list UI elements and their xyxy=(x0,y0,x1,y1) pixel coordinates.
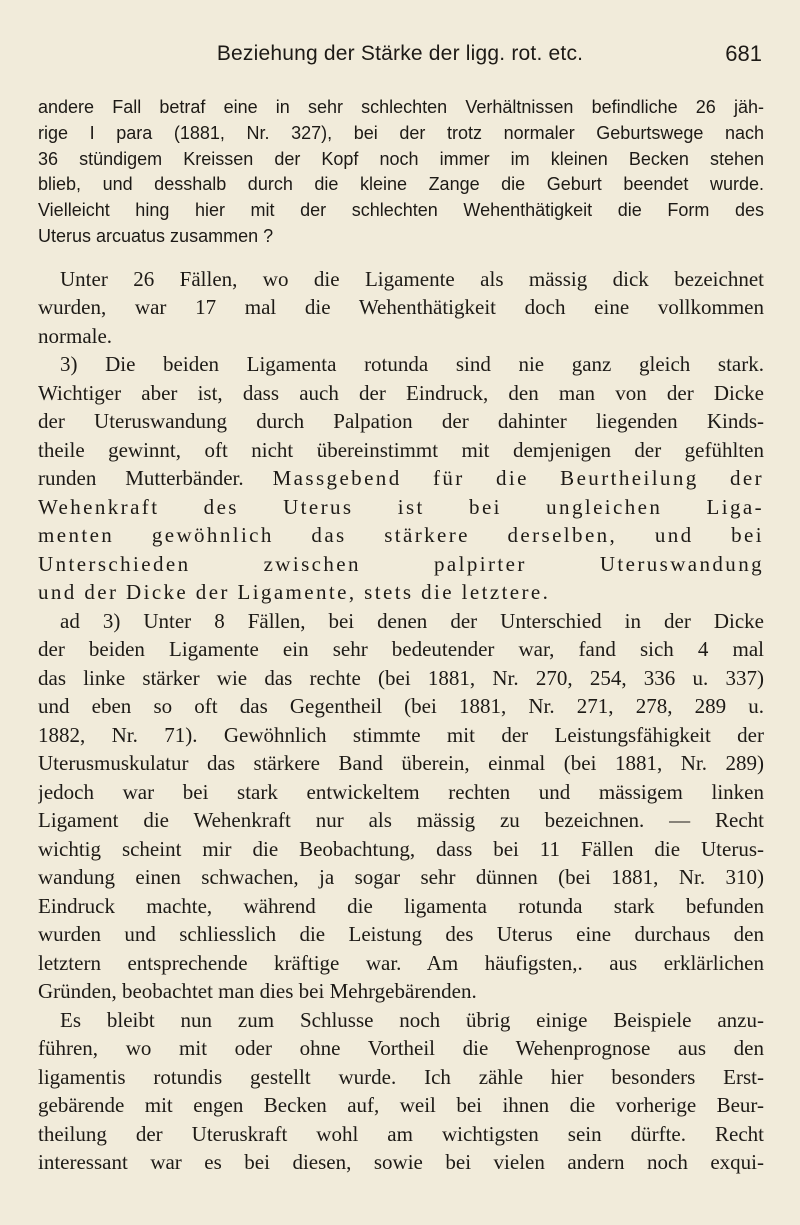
text-line: rige I para (1881, Nr. 327), bei der trotz normaler Geburtswege nach xyxy=(38,122,764,143)
paragraph-ligament-count xyxy=(38,265,764,351)
text-line: führen, wo mit oder ohne Vortheil die Wehenprognose aus den xyxy=(38,1036,764,1061)
text-line: ad 3) Unter 8 Fällen, bei denen der Unterschied in der Dicke xyxy=(60,608,764,633)
text-line: andere Fall betraf eine in sehr schlechten Verhältnissen befindliche 26 jäh- xyxy=(38,97,764,117)
text-line: theilung der Uteruskraft wohl am wichtigsten sein dürfte. Recht xyxy=(38,1121,764,1146)
text-line: wandung einen schwachen, ja sogar sehr dünnen (bei 1881, Nr. 310) xyxy=(38,865,764,890)
text-line-mixed xyxy=(38,464,764,493)
text-line: der beiden Ligamente ein sehr bedeutender war, fand sich 4 mal xyxy=(38,637,764,662)
text-line: Unter 26 Fällen, wo die Ligamente als mässig dick bezeichnet xyxy=(60,266,764,291)
paragraph-examples xyxy=(38,1006,764,1177)
text-line: der Uteruswandung durch Palpation der dahinter liegenden Kinds- xyxy=(38,409,764,434)
text-line: gebärende mit engen Becken auf, weil bei ihnen die vorherige Beur- xyxy=(38,1093,764,1118)
text-line: Es bleibt nun zum Schlusse noch übrig einige Beispiele anzu- xyxy=(60,1007,764,1032)
text-line: jedoch war bei stark entwickeltem rechten und mässigem linken xyxy=(38,779,764,804)
text-segment: runden Mutterbänder. xyxy=(38,466,244,491)
text-line: interessant war es bei diesen, sowie bei vielen andern noch exqui- xyxy=(38,1150,764,1175)
text-line: 36 stündigem Kreissen der Kopf noch immer im kleinen Becken stehen xyxy=(38,148,764,169)
text-line: letztern entsprechende kräftige war. Am häufigsten,. aus erklärlichen xyxy=(38,950,764,975)
emphasized-text: Massgebend für die Beurtheilung der xyxy=(272,466,764,491)
text-line: Ligament die Wehenkraft nur als mässig zu bezeichnen. — Recht xyxy=(38,808,764,833)
paragraph-small-print xyxy=(38,95,764,250)
text-line: Wichtiger aber ist, dass auch der Eindruck, den man von der Dicke xyxy=(38,380,764,405)
text-line: wurden, war 17 mal die Wehenthätigkeit doch eine vollkommen xyxy=(38,295,764,320)
emphasized-line: Unterschieden zwischen palpirter Uteruswandung xyxy=(38,551,764,576)
text-line: wichtig scheint mir die Beobachtung, dass bei 11 Fällen die Uterus- xyxy=(38,836,764,861)
text-line: Uterus arcuatus zusammen ? xyxy=(38,225,274,246)
text-line: wurden und schliesslich die Leistung des Uterus eine durchaus den xyxy=(38,922,764,947)
text-line: Eindruck machte, während die ligamenta rotunda stark befunden xyxy=(38,893,764,918)
running-title: Beziehung der Stärke der ligg. rot. etc. xyxy=(216,42,584,65)
text-line: Vielleicht hing hier mit der schlechten Wehenthätigkeit die Form des xyxy=(38,200,764,221)
text-line: theile gewinnt, oft nicht übereinstimmt mit demjenigen der gefühlten xyxy=(38,437,764,462)
paragraph-point-3 xyxy=(38,350,764,607)
text-line: und eben so oft das Gegentheil (bei 1881, Nr. 271, 278, 289 u. xyxy=(38,694,764,719)
emphasized-line: Wehenkraft des Uterus ist bei ungleichen Liga- xyxy=(38,494,764,519)
text-line: 1882, Nr. 71). Gewöhnlich stimmte mit der Leistungsfähigkeit der xyxy=(38,722,764,747)
text-line: Uterusmuskulatur das stärkere Band überein, einmal (bei 1881, Nr. 289) xyxy=(38,751,764,776)
emphasized-line: und der Dicke der Ligamente, stets die letztere. xyxy=(38,580,551,605)
text-line: 3) Die beiden Ligamenta rotunda sind nie ganz gleich stark. xyxy=(60,352,764,377)
body-text xyxy=(38,95,764,1177)
text-line: ligamentis rotundis gestellt wurde. Ich zähle hier besonders Erst- xyxy=(38,1064,764,1089)
page-number: 681 xyxy=(725,41,762,66)
text-line: das linke stärker wie das rechte (bei 1881, Nr. 270, 254, 336 u. 337) xyxy=(38,665,764,690)
paragraph-ad-3 xyxy=(38,607,764,1006)
text-line: blieb, und desshalb durch die kleine Zange die Geburt beendet wurde. xyxy=(38,174,764,195)
text-line: Gründen, beobachtet man dies bei Mehrgebärenden. xyxy=(38,979,477,1004)
paragraph-gap xyxy=(38,250,764,265)
running-header xyxy=(0,42,800,74)
emphasized-line: menten gewöhnlich das stärkere derselben, und bei xyxy=(38,523,764,548)
text-line: normale. xyxy=(38,323,113,348)
